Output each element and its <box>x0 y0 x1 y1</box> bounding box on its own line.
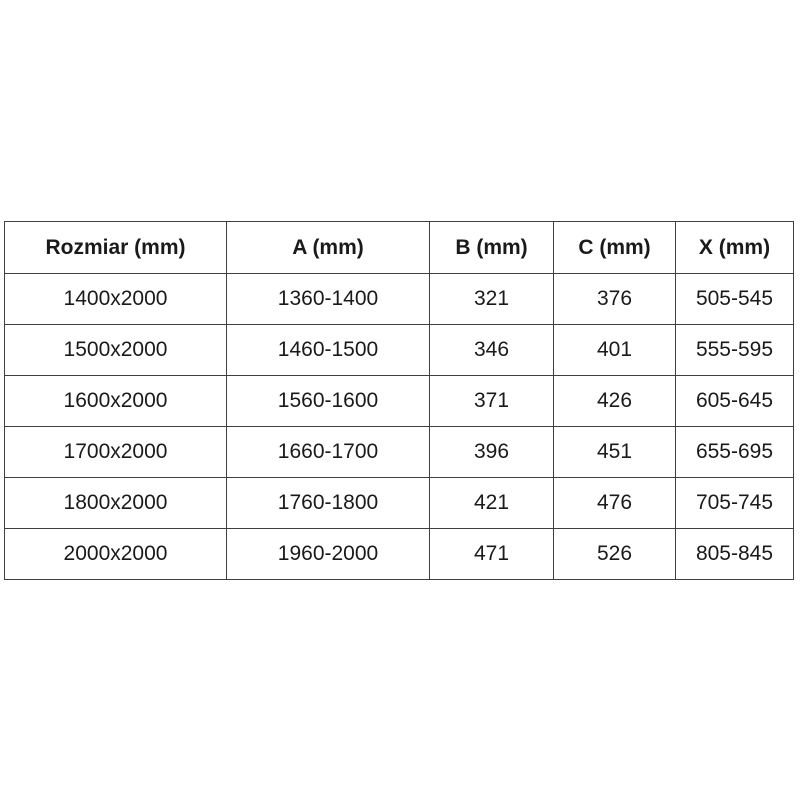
table-row <box>5 274 794 325</box>
cell-c: 451 <box>554 427 676 478</box>
cell-b: 321 <box>430 274 554 325</box>
cell-a: 1360-1400 <box>227 274 430 325</box>
table-row <box>5 427 794 478</box>
cell-x: 505-545 <box>676 274 794 325</box>
cell-c: 476 <box>554 478 676 529</box>
table-row <box>5 529 794 580</box>
table-row <box>5 376 794 427</box>
table-row <box>5 478 794 529</box>
column-header-b: B (mm) <box>430 222 554 274</box>
cell-c: 526 <box>554 529 676 580</box>
column-header-c: C (mm) <box>554 222 676 274</box>
cell-c: 401 <box>554 325 676 376</box>
table-header-row <box>5 222 794 274</box>
cell-rozmiar: 1400x2000 <box>5 274 227 325</box>
cell-b: 346 <box>430 325 554 376</box>
dimensions-spec-table <box>4 221 794 580</box>
cell-a: 1460-1500 <box>227 325 430 376</box>
cell-c: 426 <box>554 376 676 427</box>
cell-b: 471 <box>430 529 554 580</box>
cell-a: 1960-2000 <box>227 529 430 580</box>
cell-b: 421 <box>430 478 554 529</box>
cell-rozmiar: 1700x2000 <box>5 427 227 478</box>
cell-rozmiar: 1800x2000 <box>5 478 227 529</box>
cell-b: 396 <box>430 427 554 478</box>
cell-x: 655-695 <box>676 427 794 478</box>
column-header-rozmiar: Rozmiar (mm) <box>5 222 227 274</box>
cell-a: 1660-1700 <box>227 427 430 478</box>
cell-rozmiar: 1500x2000 <box>5 325 227 376</box>
cell-rozmiar: 2000x2000 <box>5 529 227 580</box>
cell-b: 371 <box>430 376 554 427</box>
cell-x: 805-845 <box>676 529 794 580</box>
table-row <box>5 325 794 376</box>
column-header-a: A (mm) <box>227 222 430 274</box>
cell-a: 1560-1600 <box>227 376 430 427</box>
cell-a: 1760-1800 <box>227 478 430 529</box>
cell-c: 376 <box>554 274 676 325</box>
cell-x: 605-645 <box>676 376 794 427</box>
column-header-x: X (mm) <box>676 222 794 274</box>
cell-rozmiar: 1600x2000 <box>5 376 227 427</box>
cell-x: 705-745 <box>676 478 794 529</box>
cell-x: 555-595 <box>676 325 794 376</box>
